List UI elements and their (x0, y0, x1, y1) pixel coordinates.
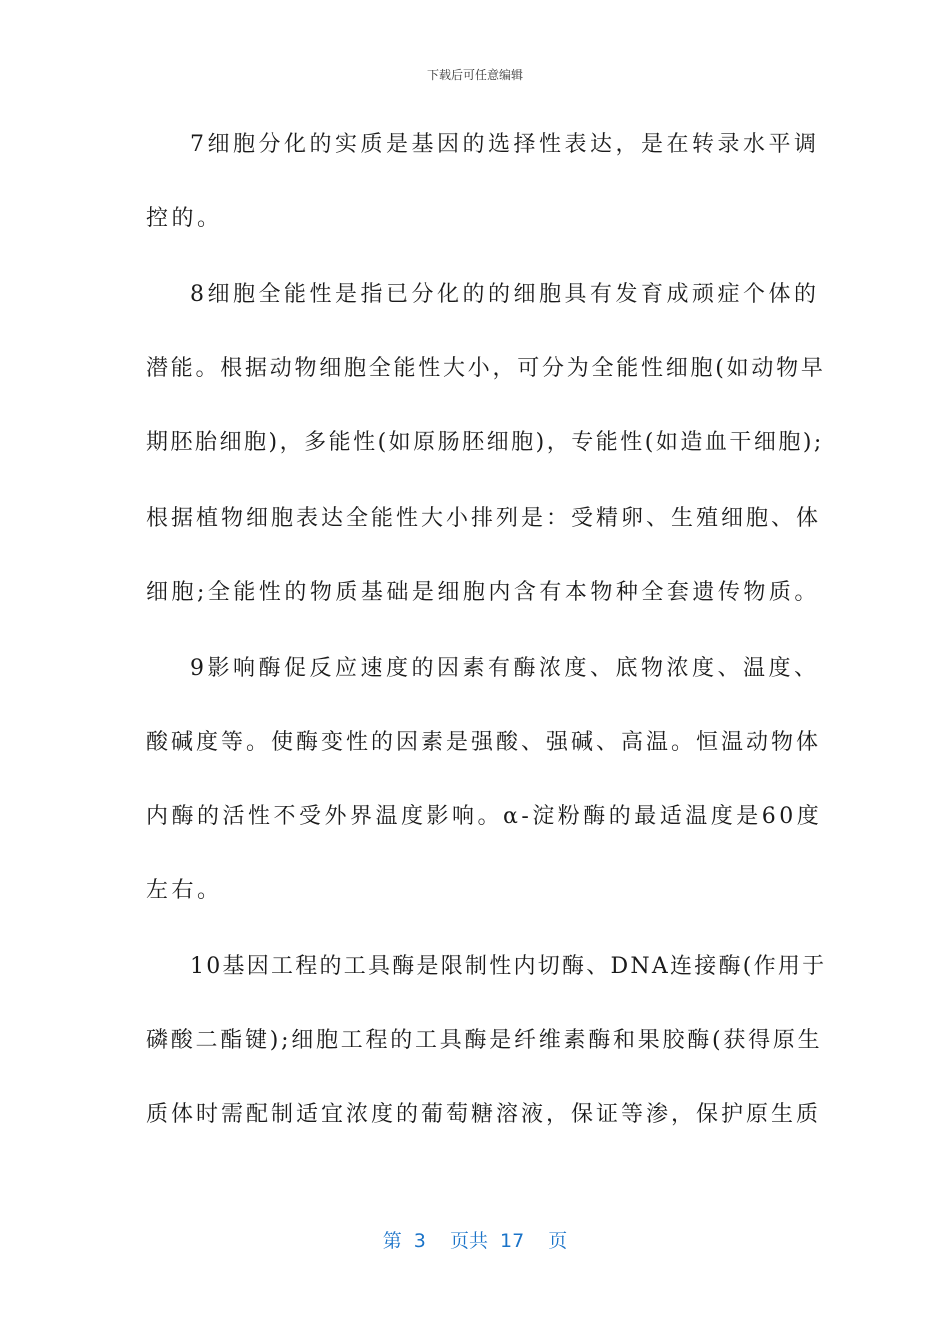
paragraph-line: 质体时需配制适宜浓度的葡萄糖溶液，保证等渗，保护原生质 (146, 1102, 822, 1127)
paragraph-line: 9影响酶促反应速度的因素有酶浓度、底物浓度、温度、 (190, 656, 820, 681)
paragraph-line: 期胚胎细胞)，多能性(如原肠胚细胞)，专能性(如造血干细胞); (146, 430, 824, 455)
paragraph-line: 控的。 (146, 206, 223, 231)
paragraph-line: 8细胞全能性是指已分化的的细胞具有发育成顽症个体的 (190, 282, 820, 307)
paragraph-line: 10基因工程的工具酶是限制性内切酶、DNA连接酶(作用于 (190, 954, 827, 979)
paragraph-line: 7细胞分化的实质是基因的选择性表达，是在转录水平调 (190, 132, 820, 157)
paragraph-line: 酸碱度等。使酶变性的因素是强酸、强碱、高温。恒温动物体 (146, 730, 822, 755)
paragraph-line: 左右。 (146, 878, 223, 903)
paragraph-line: 内酶的活性不受外界温度影响。α-淀粉酶的最适温度是60度 (146, 804, 823, 829)
page-number: 第 3 页共 17 页 (382, 1230, 568, 1252)
paragraph-line: 细胞;全能性的物质基础是细胞内含有本物种全套遗传物质。 (146, 580, 820, 605)
paragraph-line: 磷酸二酯键);细胞工程的工具酶是纤维素酶和果胶酶(获得原生 (146, 1028, 823, 1053)
paragraph-line: 潜能。根据动物细胞全能性大小，可分为全能性细胞(如动物早 (146, 356, 826, 381)
page-header: 下载后可任意编辑 (426, 68, 523, 82)
paragraph-line: 根据植物细胞表达全能性大小排列是：受精卵、生殖细胞、体 (146, 506, 822, 531)
